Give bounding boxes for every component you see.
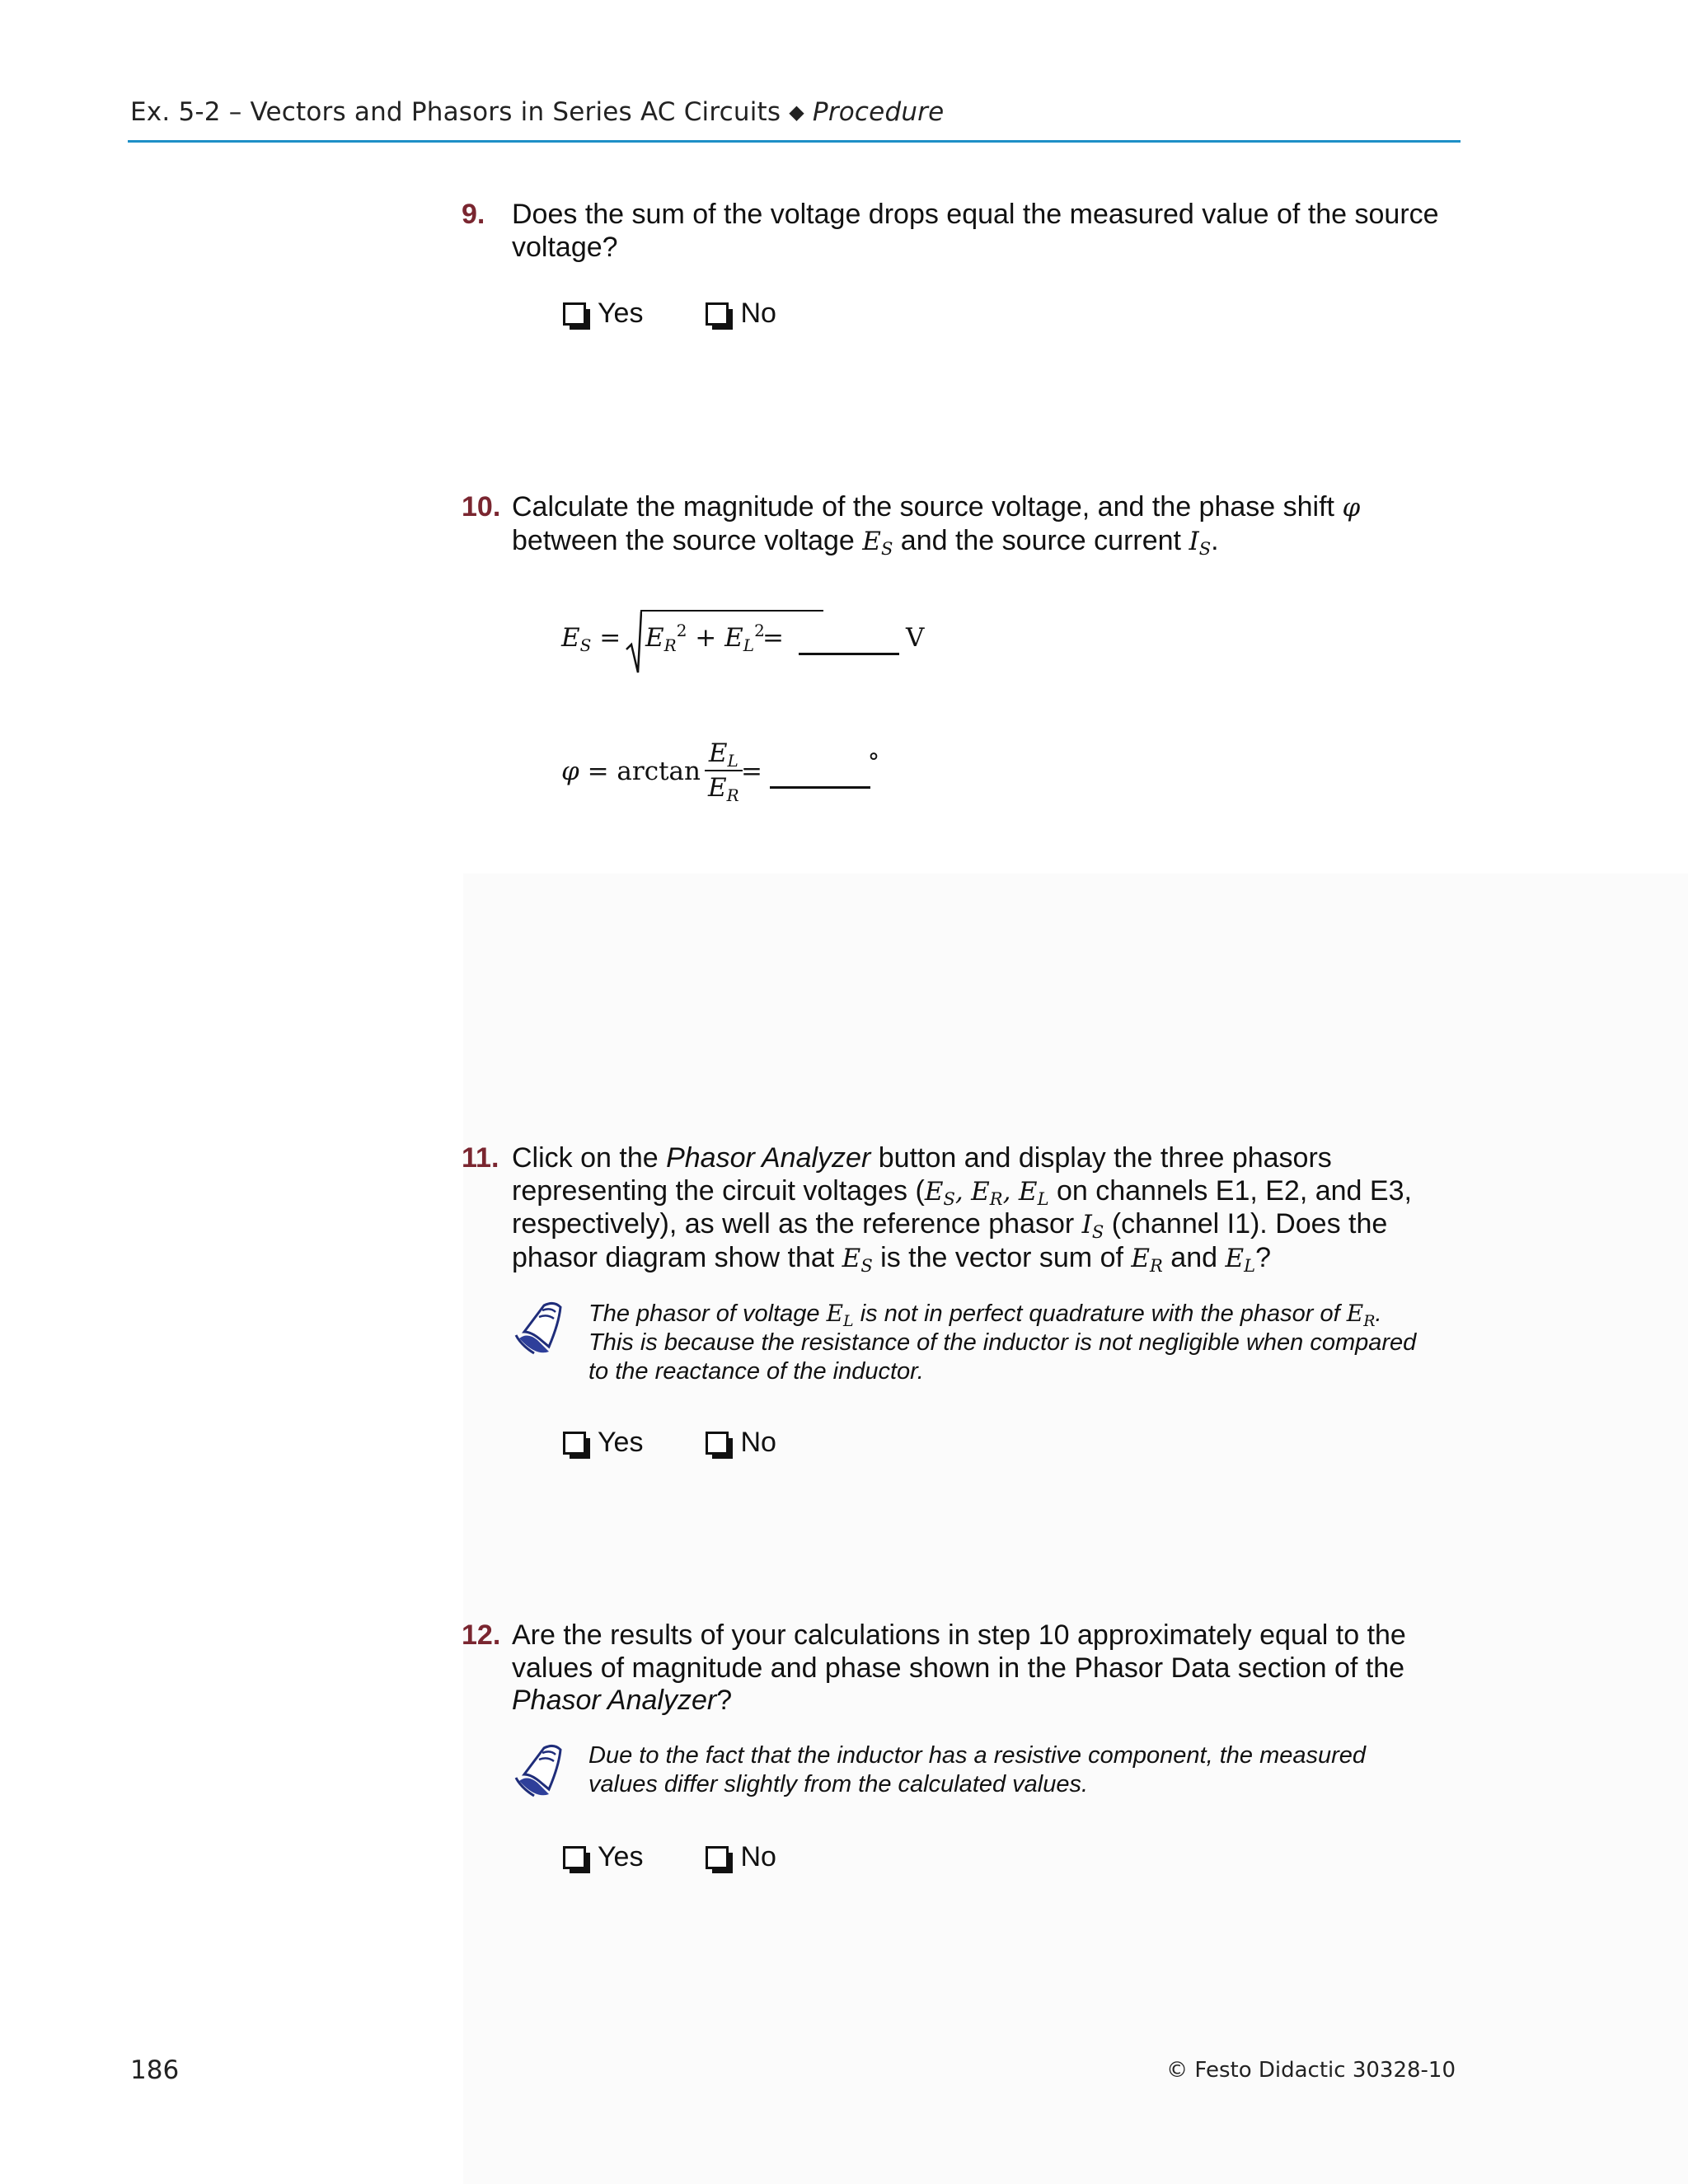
step-question: [512, 199, 1457, 264]
running-header: [130, 97, 1457, 127]
yes-label: Yes: [598, 1427, 644, 1458]
checkbox-icon[interactable]: [563, 302, 586, 326]
note-11: [513, 1299, 1457, 1386]
degree-symbol: °: [868, 748, 879, 776]
checkbox-icon[interactable]: [706, 302, 729, 326]
note-line: Due to the fact that the inductor has a resistive component, the measured: [588, 1742, 1367, 1769]
sqrt-bar: [640, 610, 823, 612]
note-12: [513, 1741, 1457, 1799]
step-9-answers: [563, 298, 776, 330]
header-title: Ex. 5-2 – Vectors and Phasors in Series AC Circuits: [130, 97, 781, 127]
phi-symbol: φ: [1342, 493, 1361, 523]
question-text: Calculate the magnitude of the source voltage, and the phase shift: [512, 491, 1334, 523]
question-line: between the source voltage $E_S$ and the source current $I_S$.: [512, 524, 1219, 559]
question-line: Are the results of your calculations in step 10 approximately equal to the: [512, 1619, 1406, 1651]
yes-label: Yes: [598, 1841, 644, 1872]
fraction-el-er: [705, 737, 743, 804]
checkbox-icon[interactable]: [563, 1432, 586, 1455]
step-number: 10.: [462, 491, 501, 523]
question-text: between the source voltage: [512, 524, 855, 556]
no-checkbox[interactable]: [706, 1427, 776, 1459]
no-label: No: [740, 1841, 776, 1872]
step-question: [512, 1619, 1457, 1718]
no-checkbox[interactable]: [706, 298, 776, 330]
header-rule: [128, 140, 1461, 143]
header-section: Procedure: [812, 97, 945, 127]
denominator: $E_R$: [708, 773, 739, 805]
no-label: No: [740, 298, 776, 329]
question-line: Click on the Phasor Analyzer button and display the three phasors: [512, 1142, 1332, 1174]
no-checkbox[interactable]: [706, 1841, 776, 1873]
sqrt-icon: [626, 610, 642, 674]
equals-sign: =: [741, 757, 762, 786]
es-symbol: $E_S$: [862, 526, 893, 559]
question-line: respectively), as well as the reference phasor $I_S$ (channel I1). Does the: [512, 1208, 1388, 1242]
step-9: [462, 199, 1457, 264]
question-line: phasor diagram show that $E_S$ is the vector sum of $E_R$ and $E_L$?: [512, 1241, 1271, 1276]
step-question: [512, 1142, 1457, 1275]
note-hand-icon: [513, 1299, 565, 1358]
question-line: Does the sum of the voltage drops equal the measured value of the source: [512, 199, 1439, 230]
step-question: [512, 491, 1457, 558]
no-label: No: [740, 1427, 776, 1458]
numerator: $E_L$: [705, 737, 743, 771]
diamond-icon: ◆: [789, 101, 804, 124]
question-line: voltage?: [512, 231, 618, 263]
equation-lhs: φ = arctan: [561, 757, 701, 786]
note-text: [588, 1741, 1457, 1799]
equation-lhs: $E_S$ =: [561, 623, 621, 655]
note-text: [588, 1299, 1457, 1386]
question-line: values of magnitude and phase shown in the Phasor Data section of the: [512, 1652, 1405, 1684]
note-line: values differ slightly from the calculated values.: [588, 1771, 1089, 1797]
yes-checkbox[interactable]: [563, 1427, 643, 1459]
note-hand-icon: [513, 1741, 565, 1801]
yes-label: Yes: [598, 298, 644, 329]
note-line: The phasor of voltage $E_L$ is not in perfect quadrature with the phasor of $E_R$.: [588, 1300, 1382, 1330]
step-number: 9.: [462, 199, 485, 230]
question-line: Phasor Analyzer?: [512, 1685, 733, 1716]
checkbox-icon[interactable]: [563, 1846, 586, 1869]
unit-volts: V: [906, 623, 925, 653]
answer-blank-es[interactable]: [799, 633, 899, 655]
phasor-analyzer-ref: Phasor Analyzer: [666, 1142, 871, 1174]
step-11-answers: [563, 1427, 776, 1459]
sqrt-content: $E_R^2 + E_L^2$: [645, 621, 765, 655]
copyright: © Festo Didactic 30328-10: [1166, 2058, 1456, 2083]
step-number: 11.: [462, 1142, 499, 1174]
equation-phi: [561, 732, 907, 814]
phasor-analyzer-ref: Phasor Analyzer: [512, 1685, 717, 1716]
checkbox-icon[interactable]: [706, 1432, 729, 1455]
step-11: [462, 1142, 1457, 1275]
note-line: This is because the resistance of the inductor is not negligible when compared: [588, 1329, 1417, 1356]
step-number: 12.: [462, 1619, 501, 1651]
note-line: to the reactance of the inductor.: [588, 1358, 924, 1385]
question-line: [512, 491, 1457, 525]
step-12-answers: [563, 1841, 776, 1873]
question-text: and the source current: [900, 524, 1181, 556]
equals-sign: =: [762, 623, 784, 653]
step-10: [462, 491, 1457, 558]
page-shading: [463, 874, 1688, 2184]
step-12: [462, 1619, 1457, 1718]
question-line: representing the circuit voltages ($E_S$, $E_R$, $E_L$ on channels E1, E2, and E3,: [512, 1174, 1412, 1209]
yes-checkbox[interactable]: [563, 1841, 643, 1873]
is-symbol: $I_S$: [1189, 526, 1212, 559]
page-number: 186: [130, 2055, 180, 2085]
checkbox-icon[interactable]: [706, 1846, 729, 1869]
yes-checkbox[interactable]: [563, 298, 643, 330]
answer-blank-phi[interactable]: [770, 763, 870, 789]
